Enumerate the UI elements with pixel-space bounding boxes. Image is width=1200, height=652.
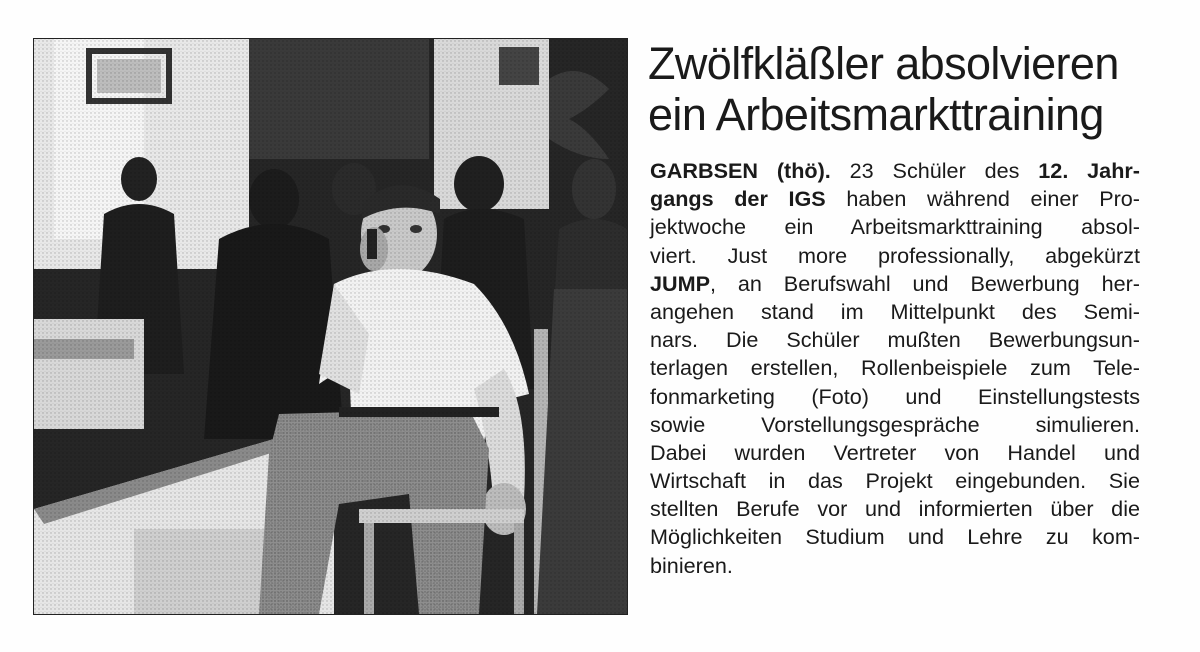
article-bold-text: GARBSEN (thö).	[650, 158, 831, 183]
article-text: stellten Berufe vor und informierten über die	[650, 496, 1140, 522]
article-text: , an Berufswahl und Bewerbung her-	[710, 270, 1140, 296]
article-body	[650, 157, 1140, 580]
article-text: jektwoche ein Arbeitsmarkttraining absol-	[650, 214, 1140, 240]
article-line	[650, 523, 1140, 551]
article-line	[650, 185, 1140, 213]
article-bold-text: gangs der IGS	[650, 186, 826, 212]
article-line	[650, 298, 1140, 326]
article-line	[650, 439, 1140, 467]
article-bold-text: JUMP	[650, 270, 710, 296]
article-line	[650, 242, 1140, 270]
article-text: nars. Die Schüler mußten Bewerbungsun-	[650, 327, 1140, 353]
article-line	[650, 213, 1140, 241]
article-text: Wirtschaft in das Projekt eingebunden. Sie	[650, 468, 1140, 494]
article-line	[650, 326, 1140, 354]
article-bold-text: 12. Jahr-	[1038, 158, 1140, 183]
article-text: fonmarketing (Foto) und Einstellungstests	[650, 383, 1140, 409]
headline	[648, 38, 1168, 140]
article-line	[650, 495, 1140, 523]
article-line	[650, 383, 1140, 411]
article-line	[650, 552, 1140, 580]
headline-line-1: Zwölfkläßler absolvieren	[648, 38, 1119, 89]
headline-line-2: ein Arbeitsmarkttraining	[648, 89, 1104, 140]
article-text: binieren.	[650, 552, 733, 578]
article-text: Dabei wurden Vertreter von Handel und	[650, 439, 1140, 465]
article-line	[650, 467, 1140, 495]
article-photo	[33, 38, 628, 615]
article-text: Möglichkeiten Studium und Lehre zu kom-	[650, 524, 1140, 550]
article-line	[650, 270, 1140, 298]
article-text: 23 Schüler des	[830, 158, 1039, 183]
article-text: haben während einer Pro-	[825, 186, 1140, 212]
article-text: terlagen erstellen, Rollenbeispiele zum Tele-	[650, 355, 1140, 381]
article-line	[650, 354, 1140, 382]
article-text: viert. Just more professionally, abgekürzt	[650, 242, 1140, 268]
article-text: angehen stand im Mittelpunkt des Semi-	[650, 298, 1140, 324]
article-text: sowie Vorstellungsgespräche simulieren.	[650, 411, 1140, 437]
article-line	[650, 411, 1140, 439]
photo-image	[34, 39, 627, 614]
article-line	[650, 157, 1140, 185]
